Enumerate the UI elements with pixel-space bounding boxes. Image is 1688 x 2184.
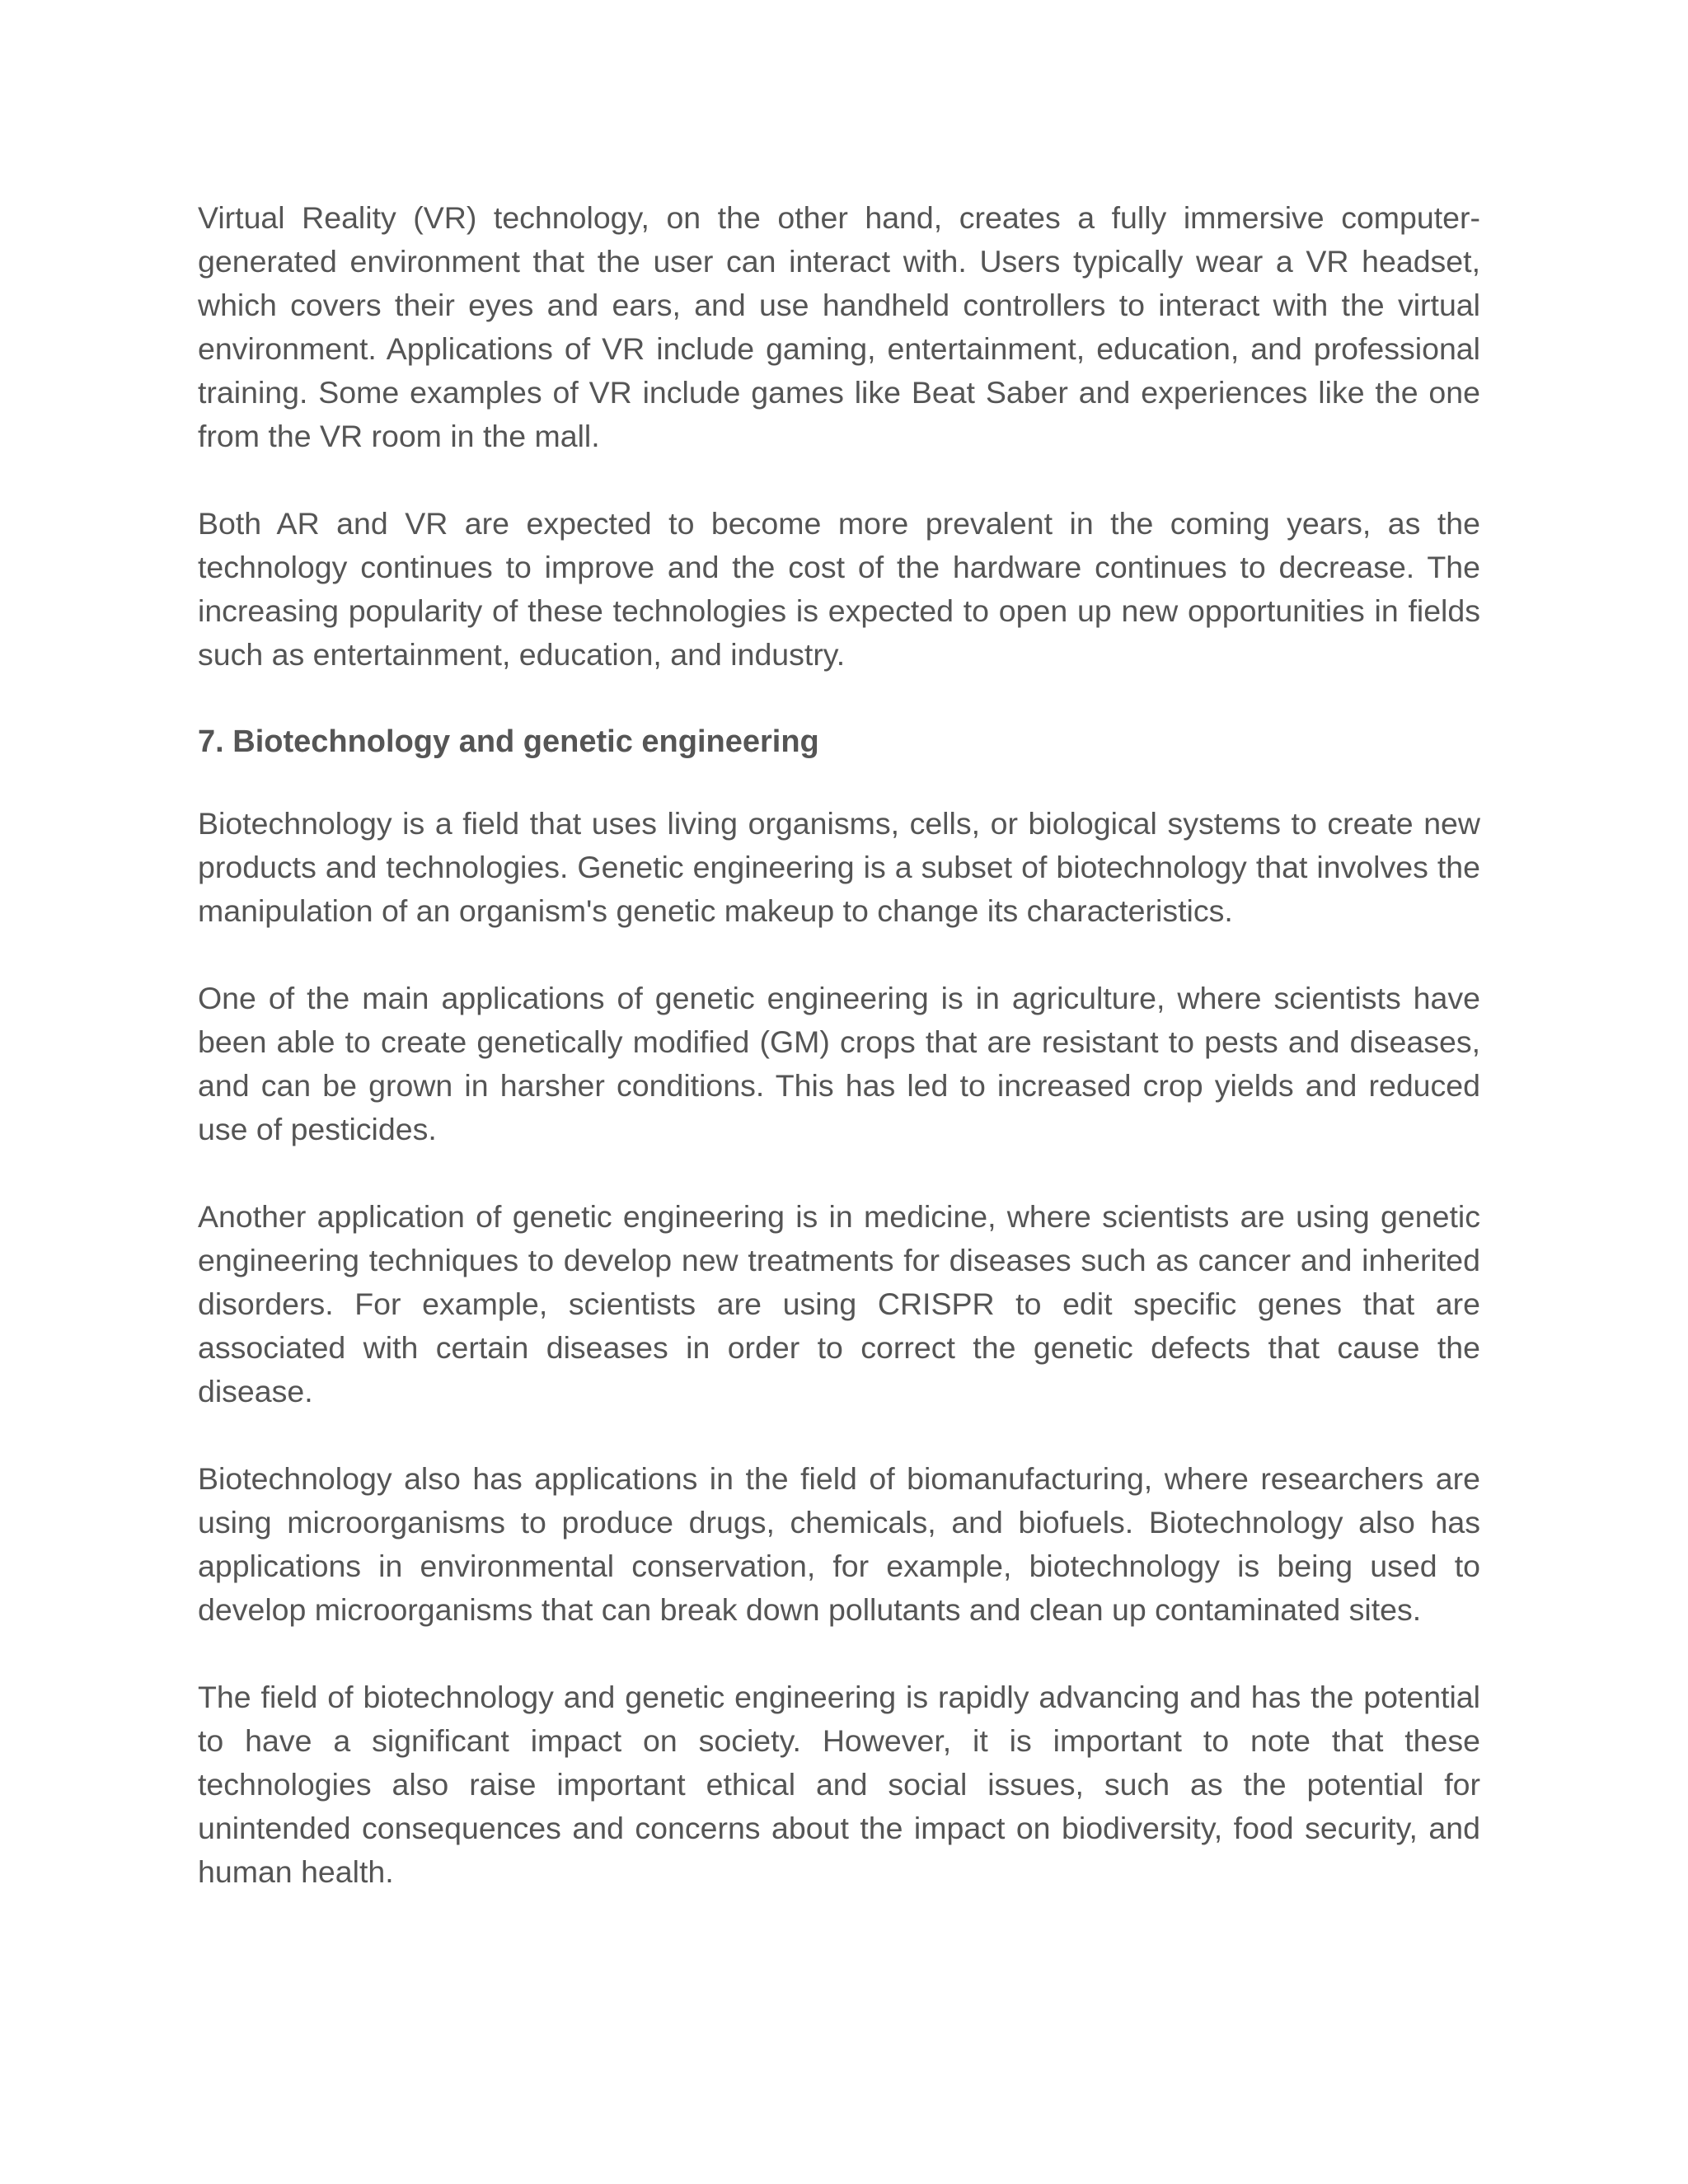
paragraph-medicine: Another application of genetic engineering is in medicine, where scientists are using genetic engineering techniques to develop new treatments for diseases such as cancer and inherited disorders. For example, scientists are using CRISPR to edit specific genes that are associated with certain diseases in order to correct the genetic defects that cause the disease. <box>198 1199 1480 1408</box>
paragraph-biotech-definition: Biotechnology is a field that uses living organisms, cells, or biological systems to create new products and technologies. Genetic engineering is a subset of biotechnology that involves the manipulation of an organism's genetic makeup to change its characteristics. <box>198 806 1480 928</box>
document-body <box>198 196 1480 1938</box>
paragraph-ar-vr-outlook: Both AR and VR are expected to become more prevalent in the coming years, as the technology continues to improve and the cost of the hardware continues to decrease. The increasing popularity of these technologies is expected to open up new opportunities in fields such as entertainment, education, and industry. <box>198 506 1480 672</box>
paragraph-vr-description: Virtual Reality (VR) technology, on the other hand, creates a fully immersive computer-generated environment that the user can interact with. Users typically wear a VR headset, which covers their eyes and ears, and use handheld controllers to interact with the virtual environment. Applications of VR include gaming, entertainment, education, and professional training. Some examples of VR include games like Beat Saber and experiences like the one from the VR room in the mall. <box>198 200 1480 453</box>
paragraph-agriculture: One of the main applications of genetic engineering is in agriculture, where scientists have been able to create genetically modified (GM) crops that are resistant to pests and diseases, and can be grown in harsher conditions. This has led to increased crop yields and reduced use of pesticides. <box>198 981 1480 1146</box>
paragraph-biomanufacturing: Biotechnology also has applications in the field of biomanufacturing, where researchers are using microorganisms to produce drugs, chemicals, and biofuels. Biotechnology also has applications in environmental conservation, for example, biotechnology is being used to develop microorganisms that can break down pollutants and clean up contaminated sites. <box>198 1461 1480 1627</box>
section-heading-biotechnology: 7. Biotechnology and genetic engineering <box>198 724 819 759</box>
paragraph-impact-ethics: The field of biotechnology and genetic engineering is rapidly advancing and has the potential to have a significant impact on society. However, it is important to note that these technologies also raise important ethical and social issues, such as the potential for unintended consequences and concerns about the impact on biodiversity, food security, and human health. <box>198 1680 1480 1889</box>
